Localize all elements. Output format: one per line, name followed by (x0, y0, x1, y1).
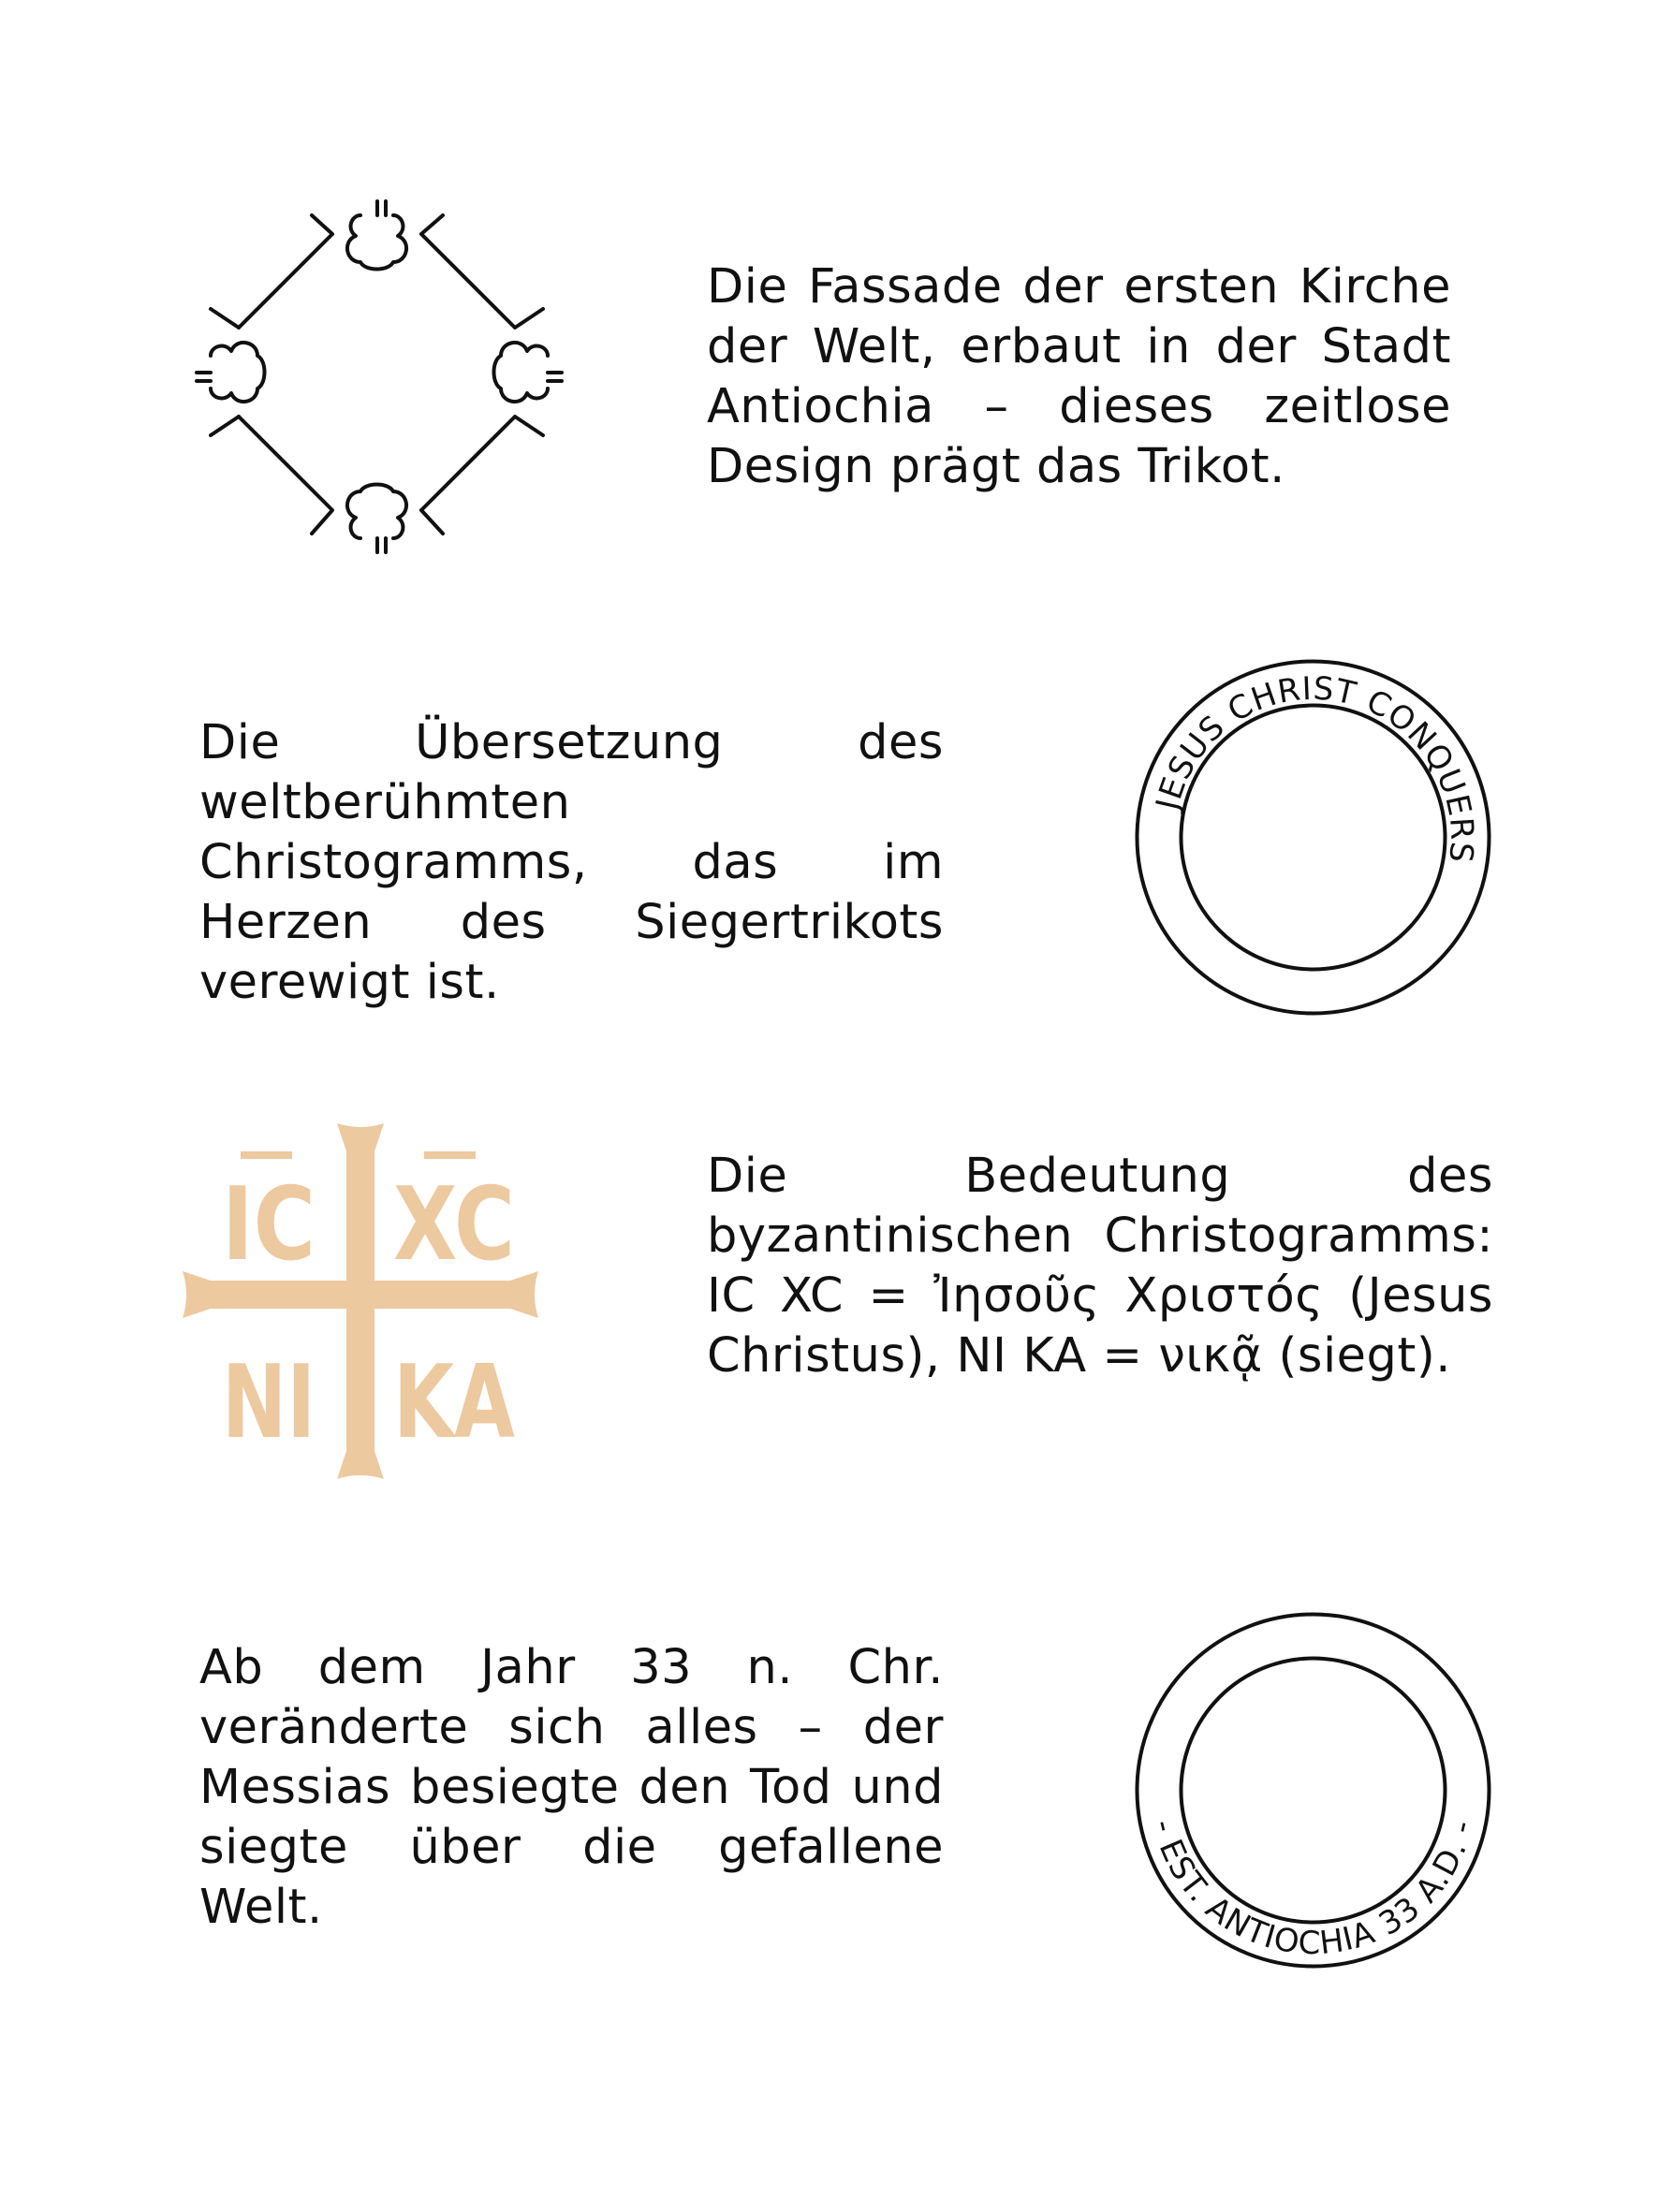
ring-text-jesus-christ-conquers: JESUS CHRIST CONQUERS (1149, 669, 1481, 866)
cross-letters-ic: IC (222, 1166, 316, 1283)
cross-letters-xc: XC (393, 1166, 515, 1283)
est-antiochia-ring-icon (1133, 1610, 1493, 1970)
section-2-text: Die Übersetzung des weltberühmten Christogramms, das im Herzen des Siegertrikots verewigt ist. (199, 715, 944, 1010)
section-1-text: Die Fassade der ersten Kirche der Welt, erbaut in der Stadt Antiochia – dieses zeitlose Design prägt das Trikot. (707, 259, 1451, 494)
ring-text-est-antiochia: - EST. ANTIOCHIA 33 A.D. - (1144, 1815, 1482, 1963)
icxc-nika-cross-icon (183, 1123, 538, 1479)
section-3-text: Die Bedeutung des byzantinischen Christogramms: IC XC = Ἰησοῦς Χριστός (Jesus Christus), NI KA = νικᾷ (siegt). (707, 1149, 1493, 1384)
cross-letters-ni: NI (222, 1344, 316, 1461)
church-facade-ornament-icon (192, 197, 566, 557)
christogram-ring-icon (1133, 657, 1493, 1018)
cross-letters-ka: KA (393, 1344, 516, 1461)
section-4-text: Ab dem Jahr 33 n. Chr. veränderte sich alles – der Messias besiegte den Tod und siegte über die gefallene Welt. (199, 1640, 944, 1935)
